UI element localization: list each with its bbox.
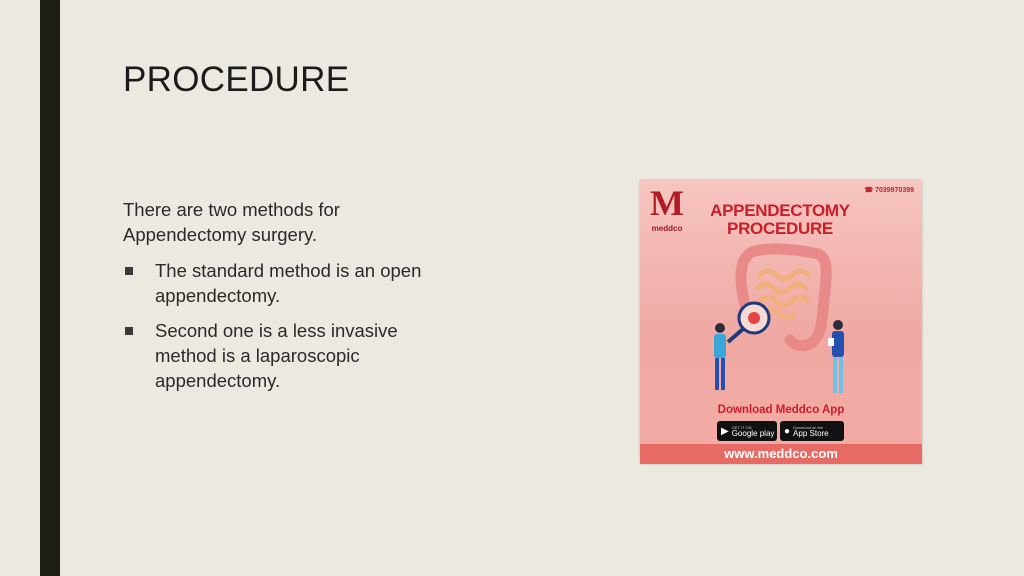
appendectomy-poster-image	[640, 180, 922, 464]
download-app-text: Download Meddco App	[717, 404, 845, 416]
google-play-badge	[717, 421, 777, 441]
bullet-list	[123, 258, 463, 403]
phone-text: 7039970399	[875, 187, 914, 194]
app-store-small: Download on the	[793, 424, 824, 430]
website-url: www.meddco.com	[640, 444, 922, 464]
phone-icon: ☎	[864, 187, 874, 194]
logo-letter: M	[650, 183, 684, 223]
bullet-item-open	[123, 258, 463, 308]
phone-number	[864, 186, 914, 194]
poster-title: APPENDECTOMY PROCEDURE	[710, 201, 850, 238]
bullet-item-laparoscopic	[123, 318, 463, 393]
bullet-text: Second one is a less invasive method is a laparoscopic appendectomy.	[155, 320, 398, 391]
meddco-logo	[647, 183, 687, 233]
slide-title: PROCEDURE	[123, 60, 350, 99]
logo-name: meddco	[651, 224, 683, 233]
apple-icon: ●	[784, 425, 791, 437]
bullet-text: The standard method is an open appendectomy.	[155, 260, 422, 306]
square-bullet-icon	[125, 327, 133, 335]
left-accent-bar	[40, 0, 60, 576]
google-play-label: Google play	[731, 428, 775, 438]
app-store-label: App Store	[793, 428, 829, 438]
intro-text: There are two methods for Appendectomy surgery.	[123, 199, 340, 245]
square-bullet-icon	[125, 267, 133, 275]
app-store-badge	[780, 421, 844, 441]
google-play-small: GET IT ON	[731, 424, 752, 430]
google-play-icon: ▶	[721, 425, 729, 437]
